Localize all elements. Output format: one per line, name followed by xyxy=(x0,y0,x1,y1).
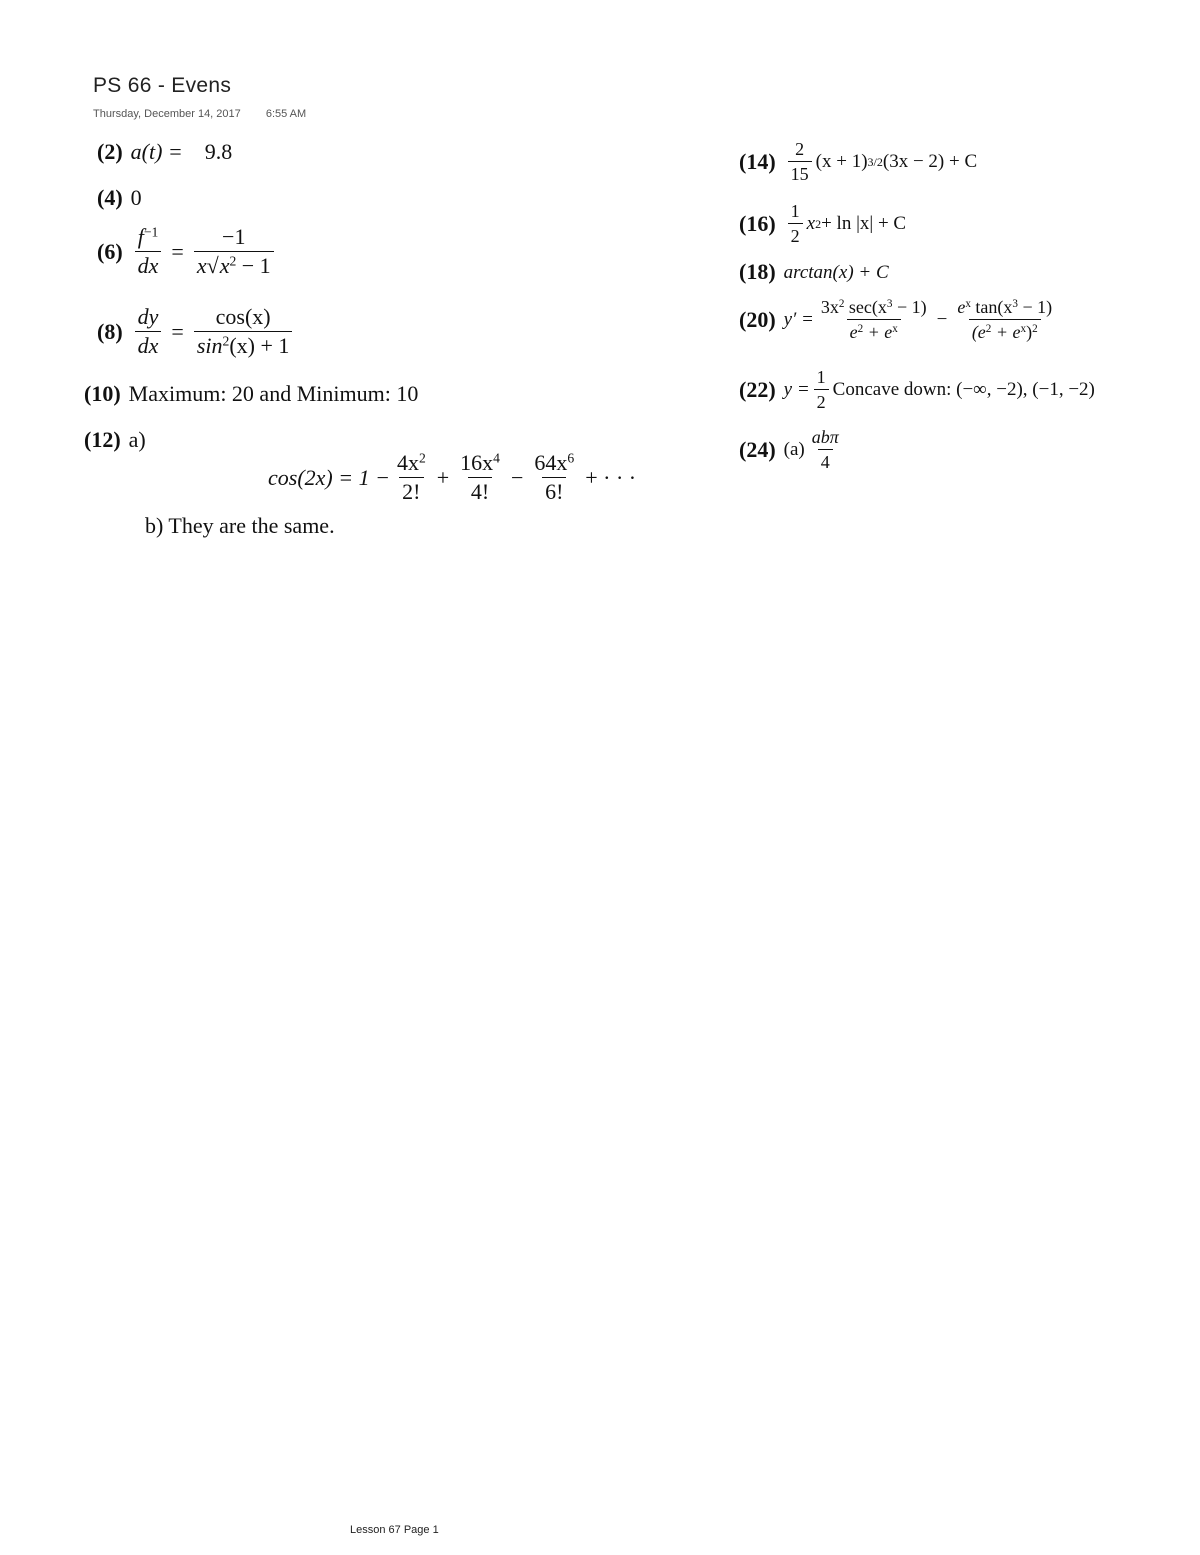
numerator: 64x xyxy=(534,450,568,475)
superscript: 2 xyxy=(838,297,845,310)
operator: − xyxy=(510,464,524,490)
numerator: cos(x) xyxy=(215,304,271,329)
superscript: 3 xyxy=(1012,297,1018,310)
numerator-part: − 1) xyxy=(892,297,927,317)
problem-8-rhs-fraction xyxy=(194,306,293,357)
superscript: 2 xyxy=(857,322,864,335)
numerator: e xyxy=(957,297,966,317)
problem-16-term: x xyxy=(806,213,816,234)
problem-24-fraction xyxy=(809,428,842,471)
numerator-part: − 1) xyxy=(1017,297,1053,317)
superscript: x xyxy=(965,297,971,310)
problem-number: (12) xyxy=(84,427,121,452)
numerator: 3x xyxy=(820,297,839,317)
problem-18 xyxy=(739,261,889,283)
problem-20 xyxy=(739,298,1059,341)
denominator: 4! xyxy=(468,477,492,503)
denominator: dx xyxy=(135,331,162,357)
problem-12-part-b xyxy=(145,515,335,537)
superscript: 2 xyxy=(222,333,230,349)
problem-22-fraction xyxy=(814,368,829,411)
denominator: 2 xyxy=(814,389,829,411)
problem-number: (14) xyxy=(739,148,776,174)
problem-number: (24) xyxy=(739,436,776,462)
problem-14-factor-b: (3x − 2) + C xyxy=(882,151,978,172)
superscript: −1 xyxy=(143,224,159,240)
problem-10-answer: Maximum: 20 and Minimum: 10 xyxy=(128,381,419,406)
superscript: x xyxy=(892,322,898,335)
problem-2 xyxy=(97,141,232,163)
operator: + xyxy=(436,464,450,490)
radicand-tail: − 1 xyxy=(236,253,271,278)
series-term-2 xyxy=(457,452,503,503)
problem-number: (18) xyxy=(739,259,776,284)
numerator: dy xyxy=(137,304,159,329)
problem-16: (16) $\frac{1}{2}$ x 2 + ln |x| + C xyxy=(739,201,907,246)
problem-6-lhs-fraction xyxy=(135,226,162,277)
superscript: 4 xyxy=(493,450,500,466)
problem-20-fraction-1 xyxy=(818,298,930,341)
problem-16-fraction xyxy=(788,202,803,245)
denominator: 2 xyxy=(788,223,803,245)
denominator xyxy=(194,251,274,277)
problem-number: (8) xyxy=(97,318,123,344)
denominator-tail: (x) + 1 xyxy=(229,333,290,358)
denominator: (e xyxy=(971,322,986,342)
numerator: 1 xyxy=(816,367,826,387)
problem-number: (22) xyxy=(739,376,776,402)
problem-12-part-a: a) xyxy=(128,427,146,452)
superscript: 2 xyxy=(418,450,426,466)
problem-6-rhs-fraction xyxy=(194,226,274,277)
function-name: sin xyxy=(196,333,223,358)
superscript: x xyxy=(1020,322,1027,335)
problem-number: (20) xyxy=(739,306,776,332)
problem-number: (6) xyxy=(97,238,123,264)
denominator: e xyxy=(849,322,858,342)
denominator-part: ) xyxy=(1026,322,1033,342)
variable: x xyxy=(196,253,207,278)
problem-18-answer: arctan(x) + C xyxy=(783,261,889,283)
problem-10 xyxy=(84,383,418,405)
superscript: 2 xyxy=(985,322,992,335)
sqrt-sign: √ xyxy=(206,253,219,278)
denominator: 2! xyxy=(399,477,423,503)
numerator: f xyxy=(137,224,144,249)
page-time: 6:55 AM xyxy=(265,108,307,120)
problem-12 xyxy=(84,429,146,451)
problem-number: (16) xyxy=(739,210,776,236)
page-date: Thursday, December 14, 2017 xyxy=(93,108,241,120)
superscript: 2 xyxy=(229,253,237,269)
series-tail: + · · · xyxy=(585,464,637,490)
problem-4 xyxy=(97,187,142,209)
superscript: 3 xyxy=(886,297,893,310)
radicand: x xyxy=(219,253,230,278)
problem-8 xyxy=(97,306,296,357)
series-term-1 xyxy=(394,452,429,503)
numerator: 16x xyxy=(460,450,494,475)
superscript: 6 xyxy=(567,450,575,466)
problem-number: (4) xyxy=(97,185,123,210)
problem-24-part: (a) xyxy=(783,439,805,460)
problem-2-lhs: a(t) = xyxy=(130,139,183,164)
denominator-part: + e xyxy=(991,322,1021,342)
problem-22 xyxy=(739,368,1095,411)
problem-16-tail: + ln |x| + C xyxy=(821,213,907,234)
numerator: 1 xyxy=(790,201,800,221)
page-timestamp xyxy=(93,108,306,120)
problem-20-lhs: y′ = xyxy=(783,309,814,330)
problem-number: (2) xyxy=(97,139,123,164)
series-term-3 xyxy=(531,452,577,503)
numerator: 4x xyxy=(396,450,419,475)
series-lhs: cos(2x) = 1 − xyxy=(268,464,390,490)
problem-2-rhs: 9.8 xyxy=(204,139,233,164)
numerator-part: sec(x xyxy=(844,297,887,317)
denominator: 4 xyxy=(818,449,833,471)
denominator: dx xyxy=(135,251,162,277)
numerator: abπ xyxy=(811,427,839,447)
superscript: 2 xyxy=(1032,322,1038,335)
denominator xyxy=(194,331,293,357)
denominator-part: + e xyxy=(863,322,893,342)
problem-12-series xyxy=(268,452,636,503)
problem-14: (14) $\frac{2}{15}$ (x + 1) 3/2 (3x − 2) + C xyxy=(739,139,978,184)
numerator-part: tan(x xyxy=(970,297,1013,317)
page-footer: Lesson 67 Page 1 xyxy=(350,1524,439,1536)
problem-20-fraction-2 xyxy=(954,298,1055,341)
problem-14-factor-a: (x + 1) xyxy=(815,151,868,172)
problem-24 xyxy=(739,428,846,471)
equals-sign: = xyxy=(171,318,184,344)
equals-sign: = xyxy=(171,238,184,264)
problem-22-answer: Concave down: (−∞, −2), (−1, −2) xyxy=(832,379,1095,400)
numerator: 2 xyxy=(795,139,805,159)
denominator: 15 xyxy=(788,161,812,183)
part-b-answer: b) They are the same. xyxy=(145,513,335,538)
problem-6 xyxy=(97,226,278,277)
numerator: −1 xyxy=(222,224,246,249)
problem-4-answer: 0 xyxy=(130,185,142,210)
problem-22-lhs: y = xyxy=(783,379,810,400)
problem-14-fraction xyxy=(788,140,812,183)
page-title: PS 66 - Evens xyxy=(93,74,232,97)
problem-number: (10) xyxy=(84,381,121,406)
problem-8-lhs-fraction xyxy=(135,306,162,357)
denominator: 6! xyxy=(542,477,566,503)
operator: − xyxy=(936,309,948,330)
